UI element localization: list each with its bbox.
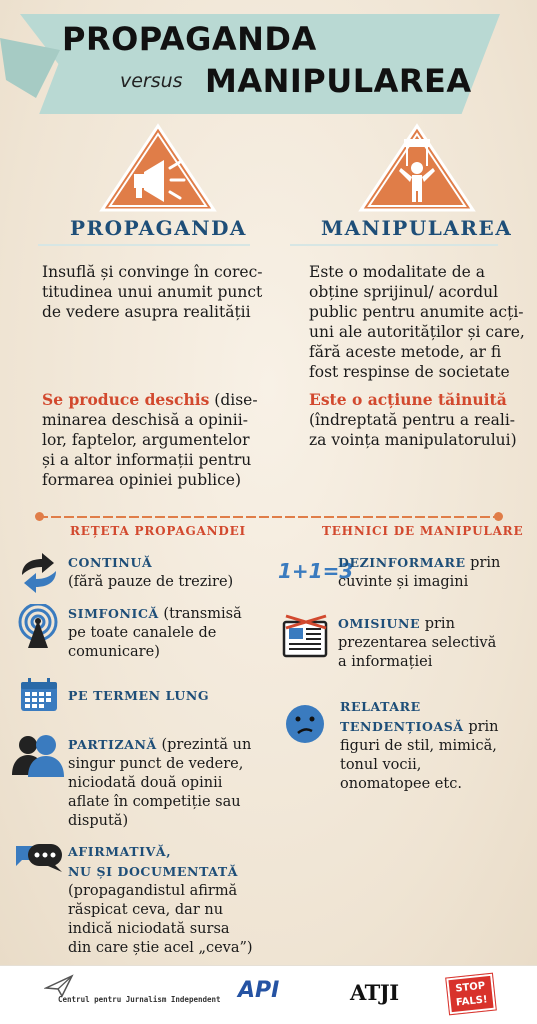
text-line: prin [463,719,499,735]
text-line: obține sprijinul/ acordul [309,283,499,301]
text-line: (îndreptată pentru a reali- [309,411,516,429]
false-equation-icon: 1+1=3 [278,559,354,583]
text-line: niciodată două opinii [68,775,223,791]
text-line: singur punct de vedere, [68,756,244,772]
text-line: onomatopee etc. [340,776,462,792]
title-manipularea: MANIPULAREA [205,62,472,100]
text-line: pe toate canalele de [68,625,217,641]
propaganda-open-note [42,390,287,490]
text-line: din care știe acel „ceva”) [68,940,253,956]
text-line: (transmisă [158,606,242,622]
text-line: aflate în competiție sau [68,794,241,810]
people-icon [12,733,64,777]
api-logo: API [238,978,280,1003]
text-line: minarea deschisă a opinii- [42,411,248,429]
text-line: cuvinte și imagini [338,574,469,590]
stop-line: STOP [454,980,486,995]
item-caps: OMISIUNE [338,616,421,631]
section-divider [38,516,498,518]
open-highlight: Se produce deschis [42,390,210,409]
recipe-item-partizana [12,733,290,829]
text-line: prin [465,555,501,571]
item-caps: PE TERMEN LUNG [68,688,210,703]
atji-logo: ATJI [350,980,399,1005]
item-caps: RELATARE [340,699,421,714]
title-versus: versus [120,70,183,92]
cycle-arrows-icon [16,553,62,593]
cji-logo: Centrul pentru Jurnalism Independent [58,995,221,1004]
fals-line: FALS! [455,994,489,1009]
text-line: răspicat ceva, dar nu [68,902,224,918]
recipe-item-afirmativa [14,842,294,956]
technique-item-dezinformare [278,553,533,597]
text-line: fără aceste metode, ar fi [309,343,502,361]
text-line: a informației [338,654,433,670]
text-line: (prezintă un [156,737,252,753]
techniques-heading: TEHNICI DE MANIPULARE [322,524,524,538]
confused-face-icon [284,703,326,745]
text-line: (dise- [209,391,258,409]
divider-dot [35,512,44,521]
text-line: de vedere asupra realității [42,303,251,321]
item-caps: AFIRMATIVĂ, [68,844,172,859]
manipularea-definition [309,262,531,382]
text-line: fost respinse de societate [309,363,510,381]
text-line: indică niciodată sursa [68,921,230,937]
recipe-item-continua [16,553,286,597]
recipe-item-termen-lung [20,678,290,714]
recipe-item-simfonica [16,604,286,668]
item-caps: CONTINUĂ [68,555,153,570]
technique-item-omisiune [282,614,532,678]
text-line: Insuflă și convinge în corec- [42,263,263,281]
propaganda-definition [42,262,282,322]
manipularea-hidden-note [309,390,534,450]
text-line: tonul vocii, [340,757,422,773]
text-line: lor, faptelor, argumentelor [42,431,250,449]
calendar-icon [20,678,58,712]
hidden-highlight: Este o acțiune tăinuită [309,390,507,409]
propaganda-heading: PROPAGANDA [70,216,247,240]
item-caps: SIMFONICĂ [68,606,159,621]
text-line: formarea opiniei publice) [42,471,242,489]
right-heading-rule [290,244,498,246]
manipularea-heading: MANIPULAREA [321,216,513,240]
text-line: dispută) [68,813,129,829]
crossed-newspaper-icon [282,614,330,660]
text-line: și a altor informații pentru [42,451,252,469]
stop-fals-logo [446,974,496,1015]
text-line: (propagandistul afirmă [68,883,238,899]
puppet-warning-icon [357,122,477,214]
text-line: Este o modalitate de a [309,263,486,281]
broadcast-tower-icon [16,604,60,648]
text-line: comunicare) [68,644,160,660]
text-line: uni ale autorităților și care, [309,323,525,341]
text-line: titudinea unui anumit punct [42,283,263,301]
speech-bubble-icon [14,842,64,874]
text-line: (fără pauze de trezire) [68,574,234,590]
item-caps: DEZINFORMARE [338,555,466,570]
divider-dot [494,512,503,521]
megaphone-warning-icon [98,122,218,214]
item-caps: TENDENȚIOASĂ [340,719,464,734]
text-line: figuri de stil, mimică, [340,738,497,754]
text-line: public pentru anumite acți- [309,303,524,321]
item-caps: PARTIZANĂ [68,737,157,752]
recipe-heading: REȚETA PROPAGANDEI [70,524,246,538]
technique-item-relatare [284,697,534,797]
text-line: prezentarea selectivă [338,635,497,651]
item-caps: NU ȘI DOCUMENTATĂ [68,864,239,879]
title-propaganda: PROPAGANDA [62,20,317,58]
text-line: prin [420,616,455,632]
text-line: za voința manipulatorului) [309,431,517,449]
left-heading-rule [38,244,250,246]
